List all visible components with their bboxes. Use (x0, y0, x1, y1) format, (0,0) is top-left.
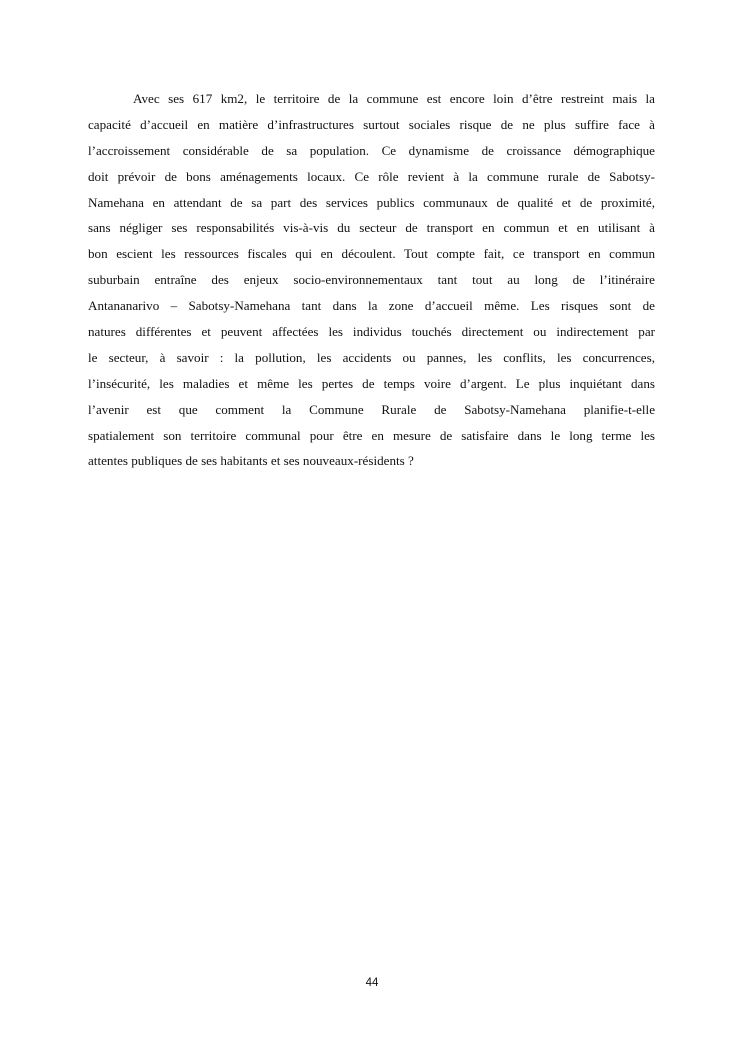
paragraph-line: sans négliger ses responsabilités vis-à-vis du secteur de transport en commun et en utilisant à (88, 220, 655, 236)
paragraph-line: Antananarivo – Sabotsy-Namehana tant dans la zone d’accueil même. Les risques sont de (88, 298, 655, 314)
paragraph-line: doit prévoir de bons aménagements locaux. Ce rôle revient à la commune rurale de Sabotsy- (88, 168, 655, 184)
paragraph-line: Avec ses 617 km2, le territoire de la commune est encore loin d’être restreint mais la (133, 91, 655, 106)
paragraph-line: l’avenir est que comment la Commune Rurale de Sabotsy-Namehana planifie-t-elle (88, 401, 655, 417)
paragraph-line: natures différentes et peuvent affectées les individus touchés directement ou indirectement par (88, 324, 655, 340)
paragraph-line: capacité d’accueil en matière d’infrastructures surtout sociales risque de ne plus suffire face à (88, 116, 655, 132)
body-paragraph (88, 86, 655, 474)
paragraph-line: le secteur, à savoir : la pollution, les accidents ou pannes, les conflits, les concurrences, (88, 349, 655, 365)
page-number: 44 (365, 977, 379, 989)
paragraph-line: spatialement son territoire communal pour être en mesure de satisfaire dans le long terme les (88, 427, 655, 443)
paragraph-line: bon escient les ressources fiscales qui en découlent. Tout compte fait, ce transport en commun (88, 246, 655, 262)
paragraph-line: l’accroissement considérable de sa population. Ce dynamisme de croissance démographique (88, 142, 655, 158)
paragraph-line: l’insécurité, les maladies et même les pertes de temps voire d’argent. Le plus inquiétant dans (88, 375, 655, 391)
paragraph-line: suburbain entraîne des enjeux socio-environnementaux tant tout au long de l’itinéraire (88, 272, 655, 288)
paragraph-line: Namehana en attendant de sa part des services publics communaux de qualité et de proximité, (88, 194, 655, 210)
paragraph-line: attentes publiques de ses habitants et ses nouveaux-résidents ? (88, 453, 414, 469)
